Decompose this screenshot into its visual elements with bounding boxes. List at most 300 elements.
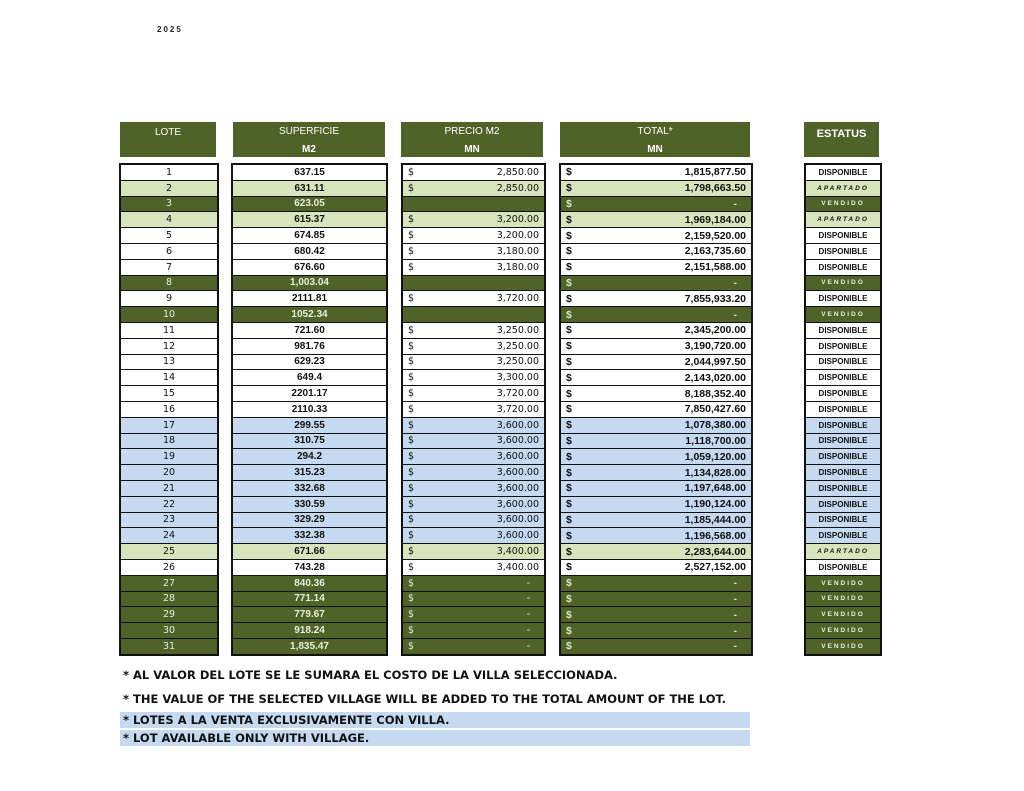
superficie-value: 637.15 [294,166,325,178]
table-row-lote [121,528,217,543]
status-badge [806,386,880,401]
total-currency: $ [566,577,572,590]
precio-currency: $ [408,324,415,336]
total-currency: $ [566,371,572,384]
precio-value: 3,720.00 [496,388,539,400]
precio-currency: $ [408,356,415,368]
status-text: VENDIDO [821,642,865,650]
total-value: 2,345,200.00 [684,324,746,337]
superficie-value: 1,003.04 [290,277,329,289]
total-value: 1,798,663.50 [684,182,746,195]
total-value: 7,855,933.20 [684,292,746,305]
footnote: * THE VALUE OF THE SELECTED VILLAGE WILL BE ADDED TO THE TOTAL AMOUNT OF THE LOT. [123,692,726,706]
table-row-lote [121,370,217,385]
table-row-lote [121,181,217,196]
table-row-total [561,544,751,559]
status-text: DISPONIBLE [818,515,868,525]
precio-currency: $ [408,293,415,305]
status-badge [806,181,880,196]
total-currency: $ [566,387,572,400]
status-text: VENDIDO [821,200,865,208]
total-value: 2,283,644.00 [684,545,746,558]
table-row-lote [121,623,217,638]
precio-currency: $ [408,482,415,494]
table-row-precio [403,212,544,227]
table-row-superficie [233,386,386,401]
precio-value: 2,850.00 [496,166,539,178]
table-row-superficie [233,212,386,227]
table-row-superficie [233,339,386,354]
table-row-superficie [233,449,386,464]
lote-number: 6 [165,245,173,257]
table-row-precio [403,402,544,417]
table-row-lote [121,592,217,607]
status-text: DISPONIBLE [818,468,868,478]
total-currency: $ [566,197,572,210]
lote-number: 12 [162,340,176,352]
superficie-value: 1052.34 [291,309,328,321]
table-row-superficie [233,418,386,433]
status-badge [806,212,880,227]
table-row-total [561,402,751,417]
status-text: DISPONIBLE [818,436,868,446]
superficie-value: 315.23 [294,467,325,479]
precio-value: 3,600.00 [496,419,539,431]
status-text: DISPONIBLE [818,389,868,399]
status-text: DISPONIBLE [818,404,868,414]
table-row-total [561,497,751,512]
total-currency: $ [566,182,572,195]
status-badge [806,639,880,654]
status-badge [806,418,880,433]
header-superficie [233,122,385,157]
precio-value: 3,400.00 [496,546,539,558]
status-text: DISPONIBLE [818,499,868,509]
status-text: DISPONIBLE [818,167,868,177]
status-text: DISPONIBLE [818,531,868,541]
superficie-value: 771.14 [294,593,325,605]
status-badge [806,260,880,275]
table-row-lote [121,307,217,322]
status-badge [806,481,880,496]
precio-currency: $ [408,625,415,636]
precio-currency: $ [408,640,415,652]
status-badge [806,623,880,638]
status-text: DISPONIBLE [818,231,868,241]
precio-currency: $ [408,261,415,273]
total-currency: $ [566,608,572,621]
status-badge [806,434,880,449]
table-row-total [561,465,751,480]
table-row-precio [403,386,544,401]
table-row-precio [403,576,544,591]
total-currency: $ [566,561,572,574]
status-badge [806,465,880,480]
table-row-total [561,434,751,449]
table-row-lote [121,228,217,243]
status-text: DISPONIBLE [818,246,868,256]
table-row-precio [403,276,544,291]
table-row-superficie [233,481,386,496]
status-badge [806,576,880,591]
precio-currency: $ [408,230,415,242]
table-row-precio [403,449,544,464]
precio-value: - [526,625,530,636]
precio-value: 3,180.00 [496,245,539,257]
table-row-superficie [233,513,386,528]
total-value: 1,118,700.00 [685,434,746,447]
lote-number: 8 [165,277,173,289]
total-value: 2,044,997.50 [684,355,746,368]
table-row-total [561,355,751,370]
header-superficie-unit: M2 [302,144,316,155]
total-value: 1,078,380.00 [684,419,746,432]
total-currency: $ [566,340,572,353]
table-row-superficie [233,592,386,607]
header-superficie-label: SUPERFICIE [278,126,339,137]
total-currency: $ [566,482,572,495]
status-text: VENDIDO [821,311,865,319]
table-row-precio [403,355,544,370]
superficie-value: 1,835.47 [290,640,329,652]
table-row-superficie [233,370,386,385]
status-badge [806,244,880,259]
superficie-value: 299.55 [294,419,325,431]
superficie-value: 649.4 [296,372,323,384]
table-row-lote [121,481,217,496]
lote-number: 31 [162,640,176,652]
total-value: 2,527,152.00 [684,561,746,574]
lote-number: 17 [162,419,176,431]
status-badge [806,528,880,543]
table-row-total [561,370,751,385]
table-row-total [561,212,751,227]
table-row-lote [121,544,217,559]
table-row-precio [403,244,544,259]
precio-currency: $ [408,498,415,510]
table-row-superficie [233,497,386,512]
table-row-total [561,260,751,275]
lote-number: 24 [162,530,176,542]
total-value: 1,197,648.00 [684,482,746,495]
table-row-total [561,592,751,607]
table-row-precio [403,339,544,354]
table-row-precio [403,307,544,322]
lote-number: 10 [162,309,176,321]
superficie-value: 615.37 [294,214,325,226]
header-precio [401,122,543,157]
superficie-value: 332.38 [294,530,325,542]
precio-value: 3,250.00 [496,356,539,368]
footnote: * LOT AVAILABLE ONLY WITH VILLAGE. [120,730,750,746]
status-badge [806,513,880,528]
status-text: DISPONIBLE [818,341,868,351]
total-currency: $ [566,545,572,558]
total-value: 2,143,020.00 [684,371,746,384]
precio-currency: $ [408,561,415,573]
status-text: DISPONIBLE [818,262,868,272]
precio-currency: $ [408,419,415,431]
status-badge [806,370,880,385]
table-row-lote [121,339,217,354]
total-value: - [733,640,737,653]
table-row-precio [403,481,544,496]
status-badge [806,402,880,417]
total-currency: $ [566,292,572,305]
total-value: 1,134,828.00 [684,466,746,479]
header-lote-label: LOTE [154,127,182,138]
superficie-value: 680.42 [294,245,325,257]
precio-currency: $ [408,182,415,194]
precio-value: 3,600.00 [496,435,539,447]
superficie-value: 2201.17 [291,388,328,400]
table-row-lote [121,639,217,654]
header-precio-label: PRECIO M2 [444,126,500,137]
table-row-precio [403,528,544,543]
superficie-value: 2111.81 [291,293,328,305]
status-badge [806,544,880,559]
header-estatus-label: ESTATUS [816,128,867,140]
total-currency: $ [566,529,572,542]
lote-number: 13 [162,356,176,368]
status-badge [806,276,880,291]
year-label: 2025 [157,25,183,34]
status-text: APARTADO [817,184,869,192]
table-row-precio [403,560,544,575]
total-currency: $ [566,324,572,337]
table-row-total [561,228,751,243]
lote-number: 16 [162,403,176,415]
total-value: 1,969,184.00 [684,213,746,226]
precio-currency: $ [408,403,415,415]
table-row-lote [121,513,217,528]
table-row-precio [403,181,544,196]
table-row-lote [121,418,217,433]
table-row-precio [403,228,544,243]
total-currency: $ [566,450,572,463]
status-text: VENDIDO [821,579,865,587]
lote-number: 23 [162,514,176,526]
precio-currency: $ [408,451,415,463]
precio-currency: $ [408,372,415,384]
header-total [560,122,750,157]
table-row-lote [121,386,217,401]
lote-number: 14 [162,372,176,384]
status-badge [806,560,880,575]
superficie-value: 629.23 [294,356,325,368]
table-row-total [561,197,751,212]
total-value: 7,850,427.60 [684,403,746,416]
precio-currency: $ [408,514,415,526]
superficie-value: 330.59 [294,498,325,510]
total-currency: $ [566,434,572,447]
status-text: DISPONIBLE [818,373,868,383]
lote-number: 19 [162,451,176,463]
lote-number: 29 [162,609,176,621]
table-row-lote [121,576,217,591]
precio-value: 3,180.00 [496,261,539,273]
table-row-total [561,181,751,196]
precio-value: 3,600.00 [496,514,539,526]
table-row-lote [121,497,217,512]
status-badge [806,307,880,322]
total-value: 2,159,520.00 [684,229,746,242]
table-row-superficie [233,607,386,622]
total-currency: $ [566,213,572,226]
table-row-total [561,528,751,543]
total-value: 8,188,352.40 [684,387,746,400]
status-text: VENDIDO [821,627,865,634]
superficie-value: 294.2 [296,451,323,463]
status-text: VENDIDO [821,611,865,619]
table-row-superficie [233,307,386,322]
total-currency: $ [566,403,572,416]
superficie-value: 631.11 [294,182,325,194]
status-text: DISPONIBLE [818,420,868,430]
superficie-value: 721.60 [294,324,325,336]
table-row-precio [403,639,544,654]
table-row-lote [121,355,217,370]
table-row-lote [121,449,217,464]
table-row-total [561,513,751,528]
total-value: 3,190,720.00 [684,340,746,353]
lote-number: 22 [162,498,176,510]
lote-number: 4 [165,214,173,226]
total-value: - [733,197,737,210]
superficie-value: 981.76 [294,340,325,352]
table-row-superficie [233,228,386,243]
lote-number: 25 [162,546,176,558]
table-row-total [561,165,751,180]
lote-number: 1 [165,166,173,178]
lote-number: 3 [165,198,173,210]
table-row-lote [121,276,217,291]
table-row-superficie [233,291,386,306]
table-row-superficie [233,197,386,212]
lote-number: 28 [162,593,176,605]
total-value: - [733,308,737,321]
table-row-superficie [233,576,386,591]
table-row-total [561,276,751,291]
table-row-superficie [233,165,386,180]
table-row-total [561,291,751,306]
precio-currency: $ [408,214,415,226]
total-currency: $ [566,592,572,605]
total-value: 2,151,588.00 [684,261,746,274]
total-currency: $ [566,513,572,526]
table-row-total [561,323,751,338]
lote-number: 20 [162,467,176,479]
footnote: * LOTES A LA VENTA EXCLUSIVAMENTE CON VILLA. [120,712,750,728]
table-row-total [561,607,751,622]
column-superficie [231,163,388,656]
table-row-total [561,339,751,354]
lote-number: 5 [165,230,173,242]
superficie-value: 676.60 [294,261,325,273]
lote-number: 9 [165,293,173,305]
table-row-precio [403,197,544,212]
table-row-superficie [233,623,386,638]
superficie-value: 840.36 [294,577,325,589]
table-row-lote [121,607,217,622]
precio-currency: $ [408,388,415,400]
total-value: - [733,276,737,289]
precio-currency: $ [408,609,415,621]
total-currency: $ [566,498,572,511]
precio-currency: $ [408,435,415,447]
lote-number: 2 [165,182,173,194]
table-row-superficie [233,276,386,291]
column-total [559,163,753,656]
lote-number: 27 [162,577,176,589]
total-value: - [733,577,737,590]
table-row-lote [121,465,217,480]
precio-value: 3,400.00 [496,561,539,573]
table-row-precio [403,260,544,275]
lote-number: 15 [162,388,176,400]
lote-number: 7 [165,261,173,273]
precio-currency: $ [408,546,415,558]
table-row-precio [403,513,544,528]
superficie-value: 310.75 [294,435,325,447]
superficie-value: 623.05 [294,198,325,210]
total-currency: $ [566,245,572,258]
status-badge [806,197,880,212]
table-row-superficie [233,465,386,480]
lote-number: 18 [162,435,176,447]
total-currency: $ [566,355,572,368]
table-row-lote [121,291,217,306]
total-currency: $ [566,466,572,479]
status-badge [806,497,880,512]
superficie-value: 743.28 [294,561,325,573]
table-row-total [561,560,751,575]
table-row-lote [121,197,217,212]
status-badge [806,165,880,180]
table-row-lote [121,260,217,275]
precio-value: 3,600.00 [496,482,539,494]
lote-number: 26 [162,561,176,573]
status-text: DISPONIBLE [818,357,868,367]
table-row-superficie [233,260,386,275]
precio-value: - [526,640,530,652]
status-badge [806,607,880,622]
status-text: APARTADO [817,216,869,224]
status-text: DISPONIBLE [818,483,868,493]
precio-value: - [526,609,530,621]
precio-currency: $ [408,245,415,257]
total-value: - [733,608,737,621]
total-currency: $ [566,624,572,637]
header-total-unit: MN [647,144,663,155]
status-text: DISPONIBLE [818,562,868,572]
table-row-total [561,481,751,496]
table-row-total [561,418,751,433]
table-row-total [561,576,751,591]
table-row-precio [403,165,544,180]
superficie-value: 332.68 [294,482,325,494]
table-row-lote [121,434,217,449]
table-row-precio [403,465,544,480]
table-row-precio [403,497,544,512]
table-row-precio [403,434,544,449]
table-row-precio [403,323,544,338]
superficie-value: 329.29 [294,514,325,526]
total-value: 1,185,444.00 [684,513,746,526]
status-badge [806,228,880,243]
table-row-lote [121,323,217,338]
total-currency: $ [566,261,572,274]
